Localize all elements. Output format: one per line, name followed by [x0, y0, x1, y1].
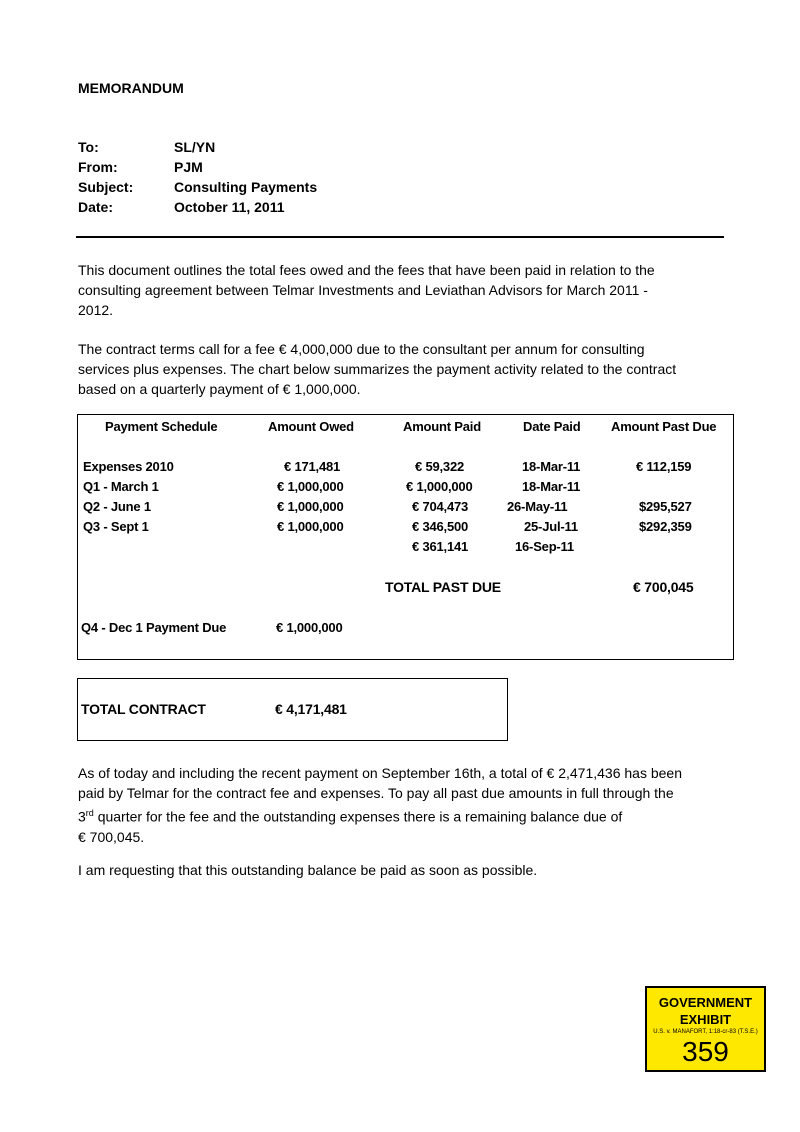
table-cell: $295,527: [639, 499, 692, 514]
balance-paragraph: [78, 763, 728, 847]
ordinal-suffix: rd: [85, 808, 94, 818]
total-contract-label: TOTAL CONTRACT: [81, 701, 206, 717]
table-cell: 16-Sep-11: [515, 539, 574, 554]
from-value: PJM: [174, 159, 203, 175]
table-cell: Q1 - March 1: [83, 479, 159, 494]
col-header-paid: Amount Paid: [403, 419, 481, 434]
from-label: From:: [78, 159, 118, 175]
table-cell: € 171,481: [284, 459, 341, 474]
date-value: October 11, 2011: [174, 199, 285, 215]
col-header-owed: Amount Owed: [268, 419, 354, 434]
table-cell: Q2 - June 1: [83, 499, 151, 514]
date-label: Date:: [78, 199, 114, 215]
total-contract-box: [77, 678, 508, 741]
exhibit-number: 359: [682, 1036, 729, 1067]
table-cell: Expenses 2010: [83, 459, 174, 474]
to-label: To:: [78, 139, 99, 155]
terms-paragraph: [78, 339, 728, 399]
table-cell: 26-May-11: [507, 499, 568, 514]
table-cell: € 1,000,000: [277, 479, 344, 494]
balance-line-2: paid by Telmar for the contract fee and expenses. To pay all past due amounts in full through the: [78, 785, 674, 801]
table-cell: € 112,159: [636, 459, 692, 474]
table-cell: € 361,141: [412, 539, 469, 554]
col-header-schedule: Payment Schedule: [105, 419, 218, 434]
balance-line-3-text: quarter for the fee and the outstanding expenses there is a remaining balance due of: [93, 808, 623, 825]
table-cell: 18-Mar-11: [522, 479, 581, 494]
intro-paragraph: [78, 260, 728, 320]
total-past-due-value: € 700,045: [633, 579, 694, 595]
terms-line-1: The contract terms call for a fee € 4,000,000 due to the consultant per annum for consulting: [78, 341, 645, 357]
intro-line-2: consulting agreement between Telmar Investments and Leviathan Advisors for March 2011 -: [78, 282, 648, 298]
header-divider: [76, 236, 724, 238]
exhibit-line-2: EXHIBIT: [679, 1012, 732, 1027]
total-past-due-label: TOTAL PAST DUE: [385, 579, 501, 595]
payment-table: [77, 414, 734, 660]
intro-line-3: 2012.: [78, 302, 114, 318]
table-cell: € 59,322: [415, 459, 465, 474]
total-contract-value: € 4,171,481: [275, 701, 347, 717]
terms-line-2: services plus expenses. The chart below summarizes the payment activity related to the contract: [78, 361, 677, 377]
table-cell: 18-Mar-11: [522, 459, 581, 474]
government-exhibit-sticker: [645, 986, 766, 1072]
col-header-past-due: Amount Past Due: [611, 419, 717, 434]
memo-heading: MEMORANDUM: [78, 80, 184, 96]
table-cell: $292,359: [639, 519, 692, 534]
subject-label: Subject:: [78, 179, 134, 195]
table-cell: Q3 - Sept 1: [83, 519, 149, 534]
table-cell: € 1,000,000: [277, 499, 344, 514]
table-cell: 25-Jul-11: [524, 519, 578, 534]
balance-line-1: As of today and including the recent payment on September 16th, a total of € 2,471,436 has been: [78, 765, 682, 781]
q4-label: Q4 - Dec 1 Payment Due: [81, 620, 227, 635]
quarter-number: 3: [78, 808, 86, 825]
balance-line-4: € 700,045.: [78, 828, 145, 845]
subject-value: Consulting Payments: [174, 179, 318, 195]
balance-line-3: [78, 803, 728, 827]
exhibit-case: U.S. v. MANAFORT, 1:18-cr-83 (T.S.E.): [653, 1029, 758, 1035]
exhibit-line-1: GOVERNMENT: [658, 995, 753, 1010]
intro-line-1: This document outlines the total fees owed and the fees that have been paid in relation to the: [78, 262, 655, 278]
request-paragraph: I am requesting that this outstanding balance be paid as soon as possible.: [78, 862, 538, 878]
col-header-date: Date Paid: [523, 419, 581, 434]
table-cell: € 346,500: [412, 519, 469, 534]
table-cell: € 1,000,000: [277, 519, 344, 534]
table-cell: € 1,000,000: [406, 479, 473, 494]
to-value: SL/YN: [174, 139, 216, 155]
q4-value: € 1,000,000: [276, 620, 343, 635]
table-cell: € 704,473: [412, 499, 469, 514]
terms-line-3: based on a quarterly payment of € 1,000,000.: [78, 381, 361, 397]
